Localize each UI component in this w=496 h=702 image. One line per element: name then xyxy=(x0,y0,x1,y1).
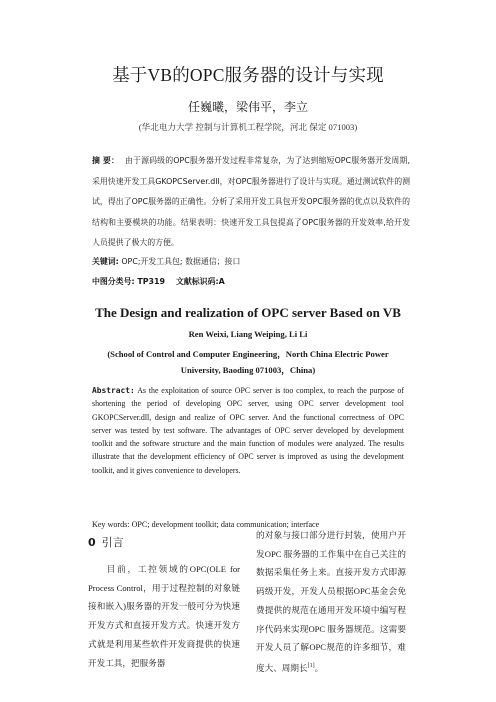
keywords-cn-text: OPC;开发工具包; 数据通信；接口 xyxy=(121,257,241,266)
keywords-en: Key words: OPC; development toolkit; data communication; interface xyxy=(92,520,320,529)
classification-cn xyxy=(92,276,422,287)
authors-cn: 任巍曦，梁伟平，李立 xyxy=(187,100,308,114)
affiliation-cn: (华北电力大学 控制与计算机工程学院，河北 保定 071003) xyxy=(138,122,358,132)
abstract-en xyxy=(92,384,404,477)
body-column-left xyxy=(88,534,240,672)
doc-code-value: A xyxy=(218,277,225,286)
body-paragraph-right xyxy=(256,526,406,677)
body-text-left: 目前，工控领域的OPC(OLE for Process Control，用于过程控制的对象链接和嵌入)服务器的开发一般可分为快速开发方式和直接开发方式。快速开发方式就是利用某些软件开发商提供的快速开发工具，把服务器 xyxy=(88,564,240,668)
abstract-en-text: As the exploitation of source OPC server is too complex, to reach the purpose of shortening the period of developing OPC server, using OPC server development tool GKOPCServer.dll, design and realize of OPC server. And the functional correctness of OPC server was tested by test software. The advantages of OPC server developed by development toolkit and the software structure and the main function of modules were analyzed. The results illustrate that the development efficiency of OPC server is improved as using the development toolkit, and it gives convenience to developers. xyxy=(92,386,404,475)
clc-value: TP319 xyxy=(137,277,165,286)
abstract-en-label: Abstract: xyxy=(92,386,135,395)
abstract-cn-text: 由于源码级的OPC服务器开发过程非常复杂，为了达到缩短OPC服务器开发周期,采用快速开发工具GKOPCServer.dll，对OPC服务器进行了设计与实现。通过测试软件的测试，得出了OPC服务器的正确性。分析了采用开发工具包开发OPC服务器的优点以及软件的结构和主要模块的功能。结果表明：快速开发工具包提高了OPC服务器的开发效率,给开发人员提供了极大的方便。 xyxy=(92,156,410,247)
abstract-cn xyxy=(92,151,410,254)
clc-label: 中图分类号: xyxy=(92,277,135,286)
section-title: 引言 xyxy=(101,536,124,549)
paper-title-cn: 基于VB的OPC服务器的设计与实现 xyxy=(112,65,384,85)
body-paragraph-left xyxy=(88,560,240,672)
authors-en: Ren Weixi, Liang Weiping, Li Li xyxy=(188,329,308,339)
keywords-cn xyxy=(92,256,422,267)
body-text-right: 的对象与接口部分进行封装，使用户开发OPC 服务器的工作集中在自己关注的数据采集任务上来。直接开发方式即源码级开发，开发人员根据OPC基金会免费提供的规范在通用开发环境中编写程序代码来实现OPC 服务器规范。这需要开发人员了解OPC规范的许多细节，难度大、周期长 xyxy=(256,530,406,673)
abstract-cn-label: 摘 要： xyxy=(92,156,120,165)
body-column-right xyxy=(256,526,406,677)
body-text-right-end: 。 xyxy=(314,662,324,673)
paper-title-en: The Design and realization of OPC server Based on VB xyxy=(95,305,401,320)
section-heading xyxy=(88,534,240,550)
keywords-cn-label: 关键词: xyxy=(92,257,119,266)
reference-mark: [1] xyxy=(307,662,315,669)
doc-code-label: 文献标识码: xyxy=(176,277,219,286)
affiliation-en: (School of Control and Computer Engineering，North China Electric Power University, Baoding 071003，China) xyxy=(107,349,389,375)
section-number: 0 xyxy=(88,536,96,549)
